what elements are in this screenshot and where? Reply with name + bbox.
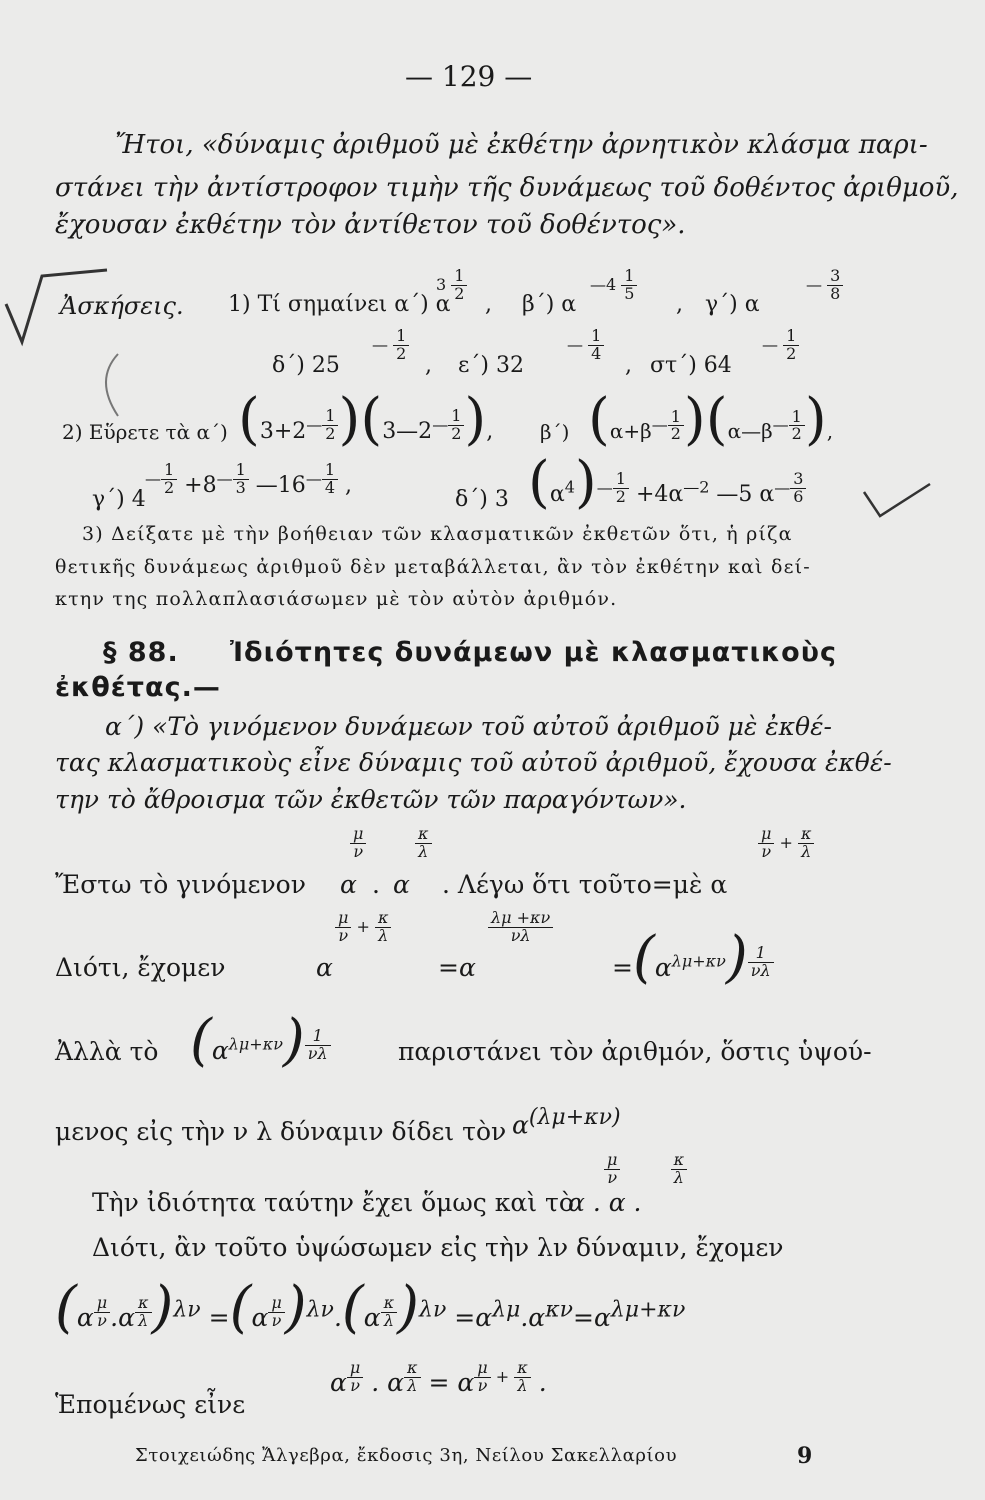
exercise-2-a-expression: ($3+2^{— \frac{1}{2}}$ )($3—2^{— \frac{1}{2}}$ ),	[238, 387, 494, 452]
property-line-1: α΄) «Τὸ γινόμενον δυνάμεων τοῦ αὐτοῦ ἀριθμοῦ μὲ ἐκθέ-	[105, 712, 832, 741]
idiotita-product: α . α .	[568, 1188, 642, 1217]
epomenos-equation: α $^{\frac{\mu}{\nu}}$ . α $^{\frac{\kappa}{\lambda}}$ = α $^{\frac{\mu}{\nu} + \frac{\kappa}{\lambda}}$ .	[330, 1358, 547, 1398]
exercise-2-d: δ΄) 3	[455, 487, 509, 512]
exercise-2-g-expression: $^{— \frac{1}{2}}$ $+8^{— \frac{1}{3}}$ $—16^{— \frac{1}{4}}$ ,	[145, 460, 352, 499]
proof-alpha: α	[316, 953, 333, 982]
exercise-1-c-exponent: — $\frac{3}{8}$	[806, 268, 843, 303]
exponent-mu-nu: $\frac{\mu}{\nu}$	[350, 826, 366, 861]
exercises-label: Ἀσκήσεις.	[60, 292, 184, 320]
intro-line-3: ἔχουσαν ἐκθέτην τὸν ἀντίθετον τοῦ δοθέντος».	[55, 210, 686, 240]
proof-alla: Ἀλλὰ τὸ	[55, 1037, 159, 1066]
property-line-3: την τὸ ἄθροισμα τῶν ἐκθετῶν τῶν παραγόντων».	[55, 785, 687, 814]
exponent-sum: $\frac{\mu}{\nu}$ + $\frac{\kappa}{\lambda}$	[335, 910, 391, 945]
exercise-3-line-3: κτην της πολλαπλασιάσωμεν μὲ τὸν αὐτὸν ἀριθμόν.	[55, 588, 618, 610]
exercise-2-d-expression: $(\alpha^4)^{— \frac{1}{2}}$ $+4\alpha^{—2}$ —5 $\alpha^{— \frac{3}{6}}$	[528, 455, 806, 511]
idiotita-exponents: $\frac{\mu}{\nu}$ $\frac{\kappa}{\lambda}$	[604, 1152, 687, 1187]
footer-sheet-number: 9	[797, 1443, 813, 1469]
exercise-1-d: δ΄) 25	[272, 353, 340, 378]
section-number: § 88.	[103, 637, 179, 668]
page-number: — 129 —	[405, 60, 533, 93]
menos-power: $\alpha^{(\lambda\mu+\kappa\nu)}$	[512, 1105, 621, 1140]
proof-idiotita: Τὴν ἰδιότητα ταύτην ἔχει ὅμως καὶ τὸ	[92, 1188, 574, 1217]
power-equation: (α $^{\frac{\mu}{\nu}}$ .α $^{\frac{\kappa}{\lambda}}$ )$^{\lambda\nu}$ =(α $^{\frac{\mu}{\nu}}$ )$^{\lambda\nu}$.(α $^{\frac{\kappa}{\lambda}}$ )$^{\lambda\nu} =\alpha^{\lambda\mu}.\alpha^{\kappa\nu}=\alpha^{\lambda\mu+\kappa\nu}$	[55, 1275, 686, 1340]
property-line-2: τας κλασματικοὺς εἶνε δύναμις τοῦ αὐτοῦ ἀριθμοῦ, ἔχουσα ἐκθέ-	[55, 748, 892, 777]
exponent-kappa-lambda: $\frac{\kappa}{\lambda}$	[415, 826, 432, 861]
exercise-1-a: 1) Τί σημαίνει α΄) α	[228, 292, 451, 317]
exercise-1-b-exponent: —4 $\frac{1}{5}$	[590, 268, 637, 303]
exponent-sum: $\frac{\mu}{\nu}$ + $\frac{\kappa}{\lambda}$	[758, 826, 814, 861]
exercise-1-b: β΄) α	[522, 292, 577, 317]
exercise-2-g: γ΄) 4	[92, 487, 146, 512]
dot: .	[372, 870, 380, 899]
proof-esto-product: α	[340, 870, 357, 899]
exercise-1-d-exponent: — $\frac{1}{2}$	[372, 328, 409, 363]
proof-dioti: Διότι, ἔχομεν	[55, 953, 226, 982]
proof-epomenos: Ἑπομένως εἶνε	[55, 1390, 246, 1419]
intro-line-2: στάνει τὴν ἀντίστροφον τιμὴν τῆς δυνάμεως τοῦ δοθέντος ἀριθμοῦ,	[55, 173, 959, 203]
comma: ,	[625, 353, 632, 378]
section-title-continued: ἐκθέτας.—	[55, 672, 221, 703]
handwritten-bracket-mark	[88, 350, 128, 420]
proof-esto: Ἔστω τὸ γινόμενον	[55, 870, 306, 899]
exercise-3-line-2: θετικῆς δυνάμεως ἀριθμοῦ δὲν μεταβάλλεται, ἂν τὸν ἐκθέτην καὶ δεί-	[55, 556, 811, 578]
exercise-1-e: ε΄) 32	[458, 353, 524, 378]
proof-menos: μενος εἰς τὴν ν λ δύναμιν δίδει τὸν	[55, 1117, 507, 1146]
comma: ,	[485, 292, 492, 317]
equals-alpha: =α	[438, 953, 476, 982]
exercise-1-f-exponent: — $\frac{1}{2}$	[762, 328, 799, 363]
proof-lego: . Λέγω ὅτι τοῦτο=μὲ α	[442, 870, 728, 899]
proof-dioti-2: Διότι, ἂν τοῦτο ὑψώσωμεν εἰς τὴν λν δύναμιν, ἔχομεν	[92, 1233, 784, 1262]
exercise-1-f: στ΄) 64	[650, 353, 732, 378]
footer-book-title: Στοιχειώδης Ἄλγεβρα, ἔκδοσις 3η, Νείλου Σακελλαρίου	[135, 1445, 678, 1466]
alla-expression: $(\alpha^{\lambda\mu+\kappa\nu})$ $^{\frac{1}{\nu\lambda}}$	[190, 1013, 331, 1069]
handwritten-check-mark-right	[860, 480, 935, 520]
exponent-combined: $\frac{\lambda\mu +\kappa\nu}{\nu\lambda}$	[488, 910, 553, 945]
exercise-1-e-exponent: — $\frac{1}{4}$	[567, 328, 604, 363]
comma: ,	[425, 353, 432, 378]
proof-paristanei: παριστάνει τὸν ἀριθμόν, ὅστις ὑψού-	[398, 1037, 872, 1066]
comma: ,	[676, 292, 683, 317]
exercise-1-a-exponent: 3 $\frac{1}{2}$	[436, 268, 467, 303]
equals-root: $=(\alpha^{\lambda\mu+\kappa\nu})$ $^{\frac{1}{\nu\lambda}}$	[612, 930, 774, 986]
exercise-1-c: γ΄) α	[705, 292, 760, 317]
section-title: Ἰδιότητες δυνάμεων μὲ κλασματικοὺς	[230, 637, 837, 668]
intro-line-1: Ἤτοι, «δύναμις ἀριθμοῦ μὲ ἐκθέτην ἀρνητικὸν κλάσμα παρι-	[115, 130, 928, 160]
exercise-2-b: β΄)	[540, 420, 570, 444]
proof-esto-alpha-2: α	[393, 870, 410, 899]
exercise-2-b-expression: ($\alpha+\beta^{— \frac{1}{2}}$ )($\alpha—\beta^{— \frac{1}{2}}$ ),	[588, 387, 834, 452]
exercise-3-line-1: 3) Δείξατε μὲ τὴν βοήθειαν τῶν κλασματικῶν ἐκθετῶν ὅτι, ἡ ρίζα	[82, 523, 793, 545]
exercise-2-intro: 2) Εὕρετε τὰ α΄)	[62, 420, 228, 444]
